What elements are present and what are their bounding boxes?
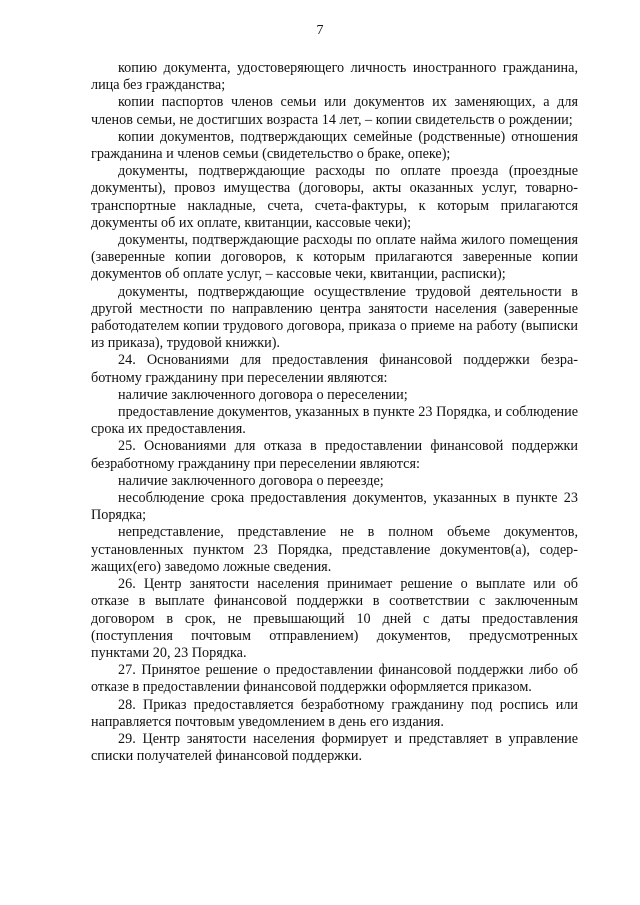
paragraph-foreign-id-copy: копию документа, удостоверяющего личность иностранного гражданина, лица без гражданства; [91, 60, 578, 94]
page-number: 7 [316, 23, 324, 38]
document-body [91, 60, 578, 765]
paragraph-housing-expenses: документы, подтверждающие расходы по оплате найма жилого помещения (заверенные копии договоров, к которым прилагаются заверенные копии документов об оплате услуг, – кассовые чеки, квитанции, расписки); [91, 232, 578, 283]
paragraph-item-25-contract: наличие заключенного договора о переезде; [118, 472, 384, 489]
paragraph-item-25-deadline: несоблюдение срока предоставления документов, указанных в пункте 23 Порядка; [91, 490, 578, 524]
paragraph-item-28: 28. Приказ предоставляется безработному гражданину под роспись или направляется почтовым уведомлением в день его издания. [91, 696, 578, 730]
paragraph-item-25-incomplete: непредставление, представление не в полном объеме документов, установленных пунктом 23 Порядка, представление документов(а), содержащих(его) заведомо ложные сведения. [91, 524, 578, 575]
paragraph-item-26: 26. Центр занятости населения принимает решение о выплате или об отказе в выплате финансовой поддержки в соответствии с заключенным договором в срок, не превышающий 10 дней с даты предоставления (поступления почтовым отправлением) документов, предусмотренных пунктами 20, 23 Порядка. [91, 576, 578, 661]
paragraph-employment-proof: документы, подтверждающие осуществление трудовой деятельности в другой местности по направлению центра занятости населения (заверенные работодателем копии трудового договора, приказа о приеме на работу (выписки из приказа), трудовой книжки). [91, 283, 578, 352]
paragraph-item-29: 29. Центр занятости населения формирует и представляет в управление списки получателей финансовой поддержки. [91, 730, 578, 765]
paragraph-item-24-documents: предоставление документов, указанных в пункте 23 Порядка, и соблюдение срока их предоставления. [91, 404, 578, 438]
paragraph-item-24-contract: наличие заключенного договора о переселении; [118, 386, 408, 403]
paragraph-item-24: 24. Основаниями для предоставления финансовой поддержки безработному гражданину при переселении являются: [91, 352, 578, 386]
paragraph-family-relations: копии документов, подтверждающих семейные (родственные) отношения гражданина и членов семьи (свидетельство о браке, опеке); [91, 128, 578, 163]
paragraph-item-25: 25. Основаниями для отказа в предоставлении финансовой поддержки безработному гражданину при переселении являются: [91, 438, 578, 472]
paragraph-family-passports: копии паспортов членов семьи или документов их заменяющих, а для членов семьи, не достигших возраста 14 лет, – копии свидетельств о рождении; [91, 94, 578, 128]
paragraph-travel-expenses: документы, подтверждающие расходы по оплате проезда (проездные документы), провоз имущества (договоры, акты оказанных услуг, товарно-транспортные накладные, счета, счета-фактуры, к которым прилагаются документы об их оплате, квитанции, кассовые чеки); [91, 163, 578, 231]
paragraph-item-27: 27. Принятое решение о предоставлении финансовой поддержки либо об отказе в предоставлении финансовой поддержки оформляется приказом. [91, 662, 578, 696]
